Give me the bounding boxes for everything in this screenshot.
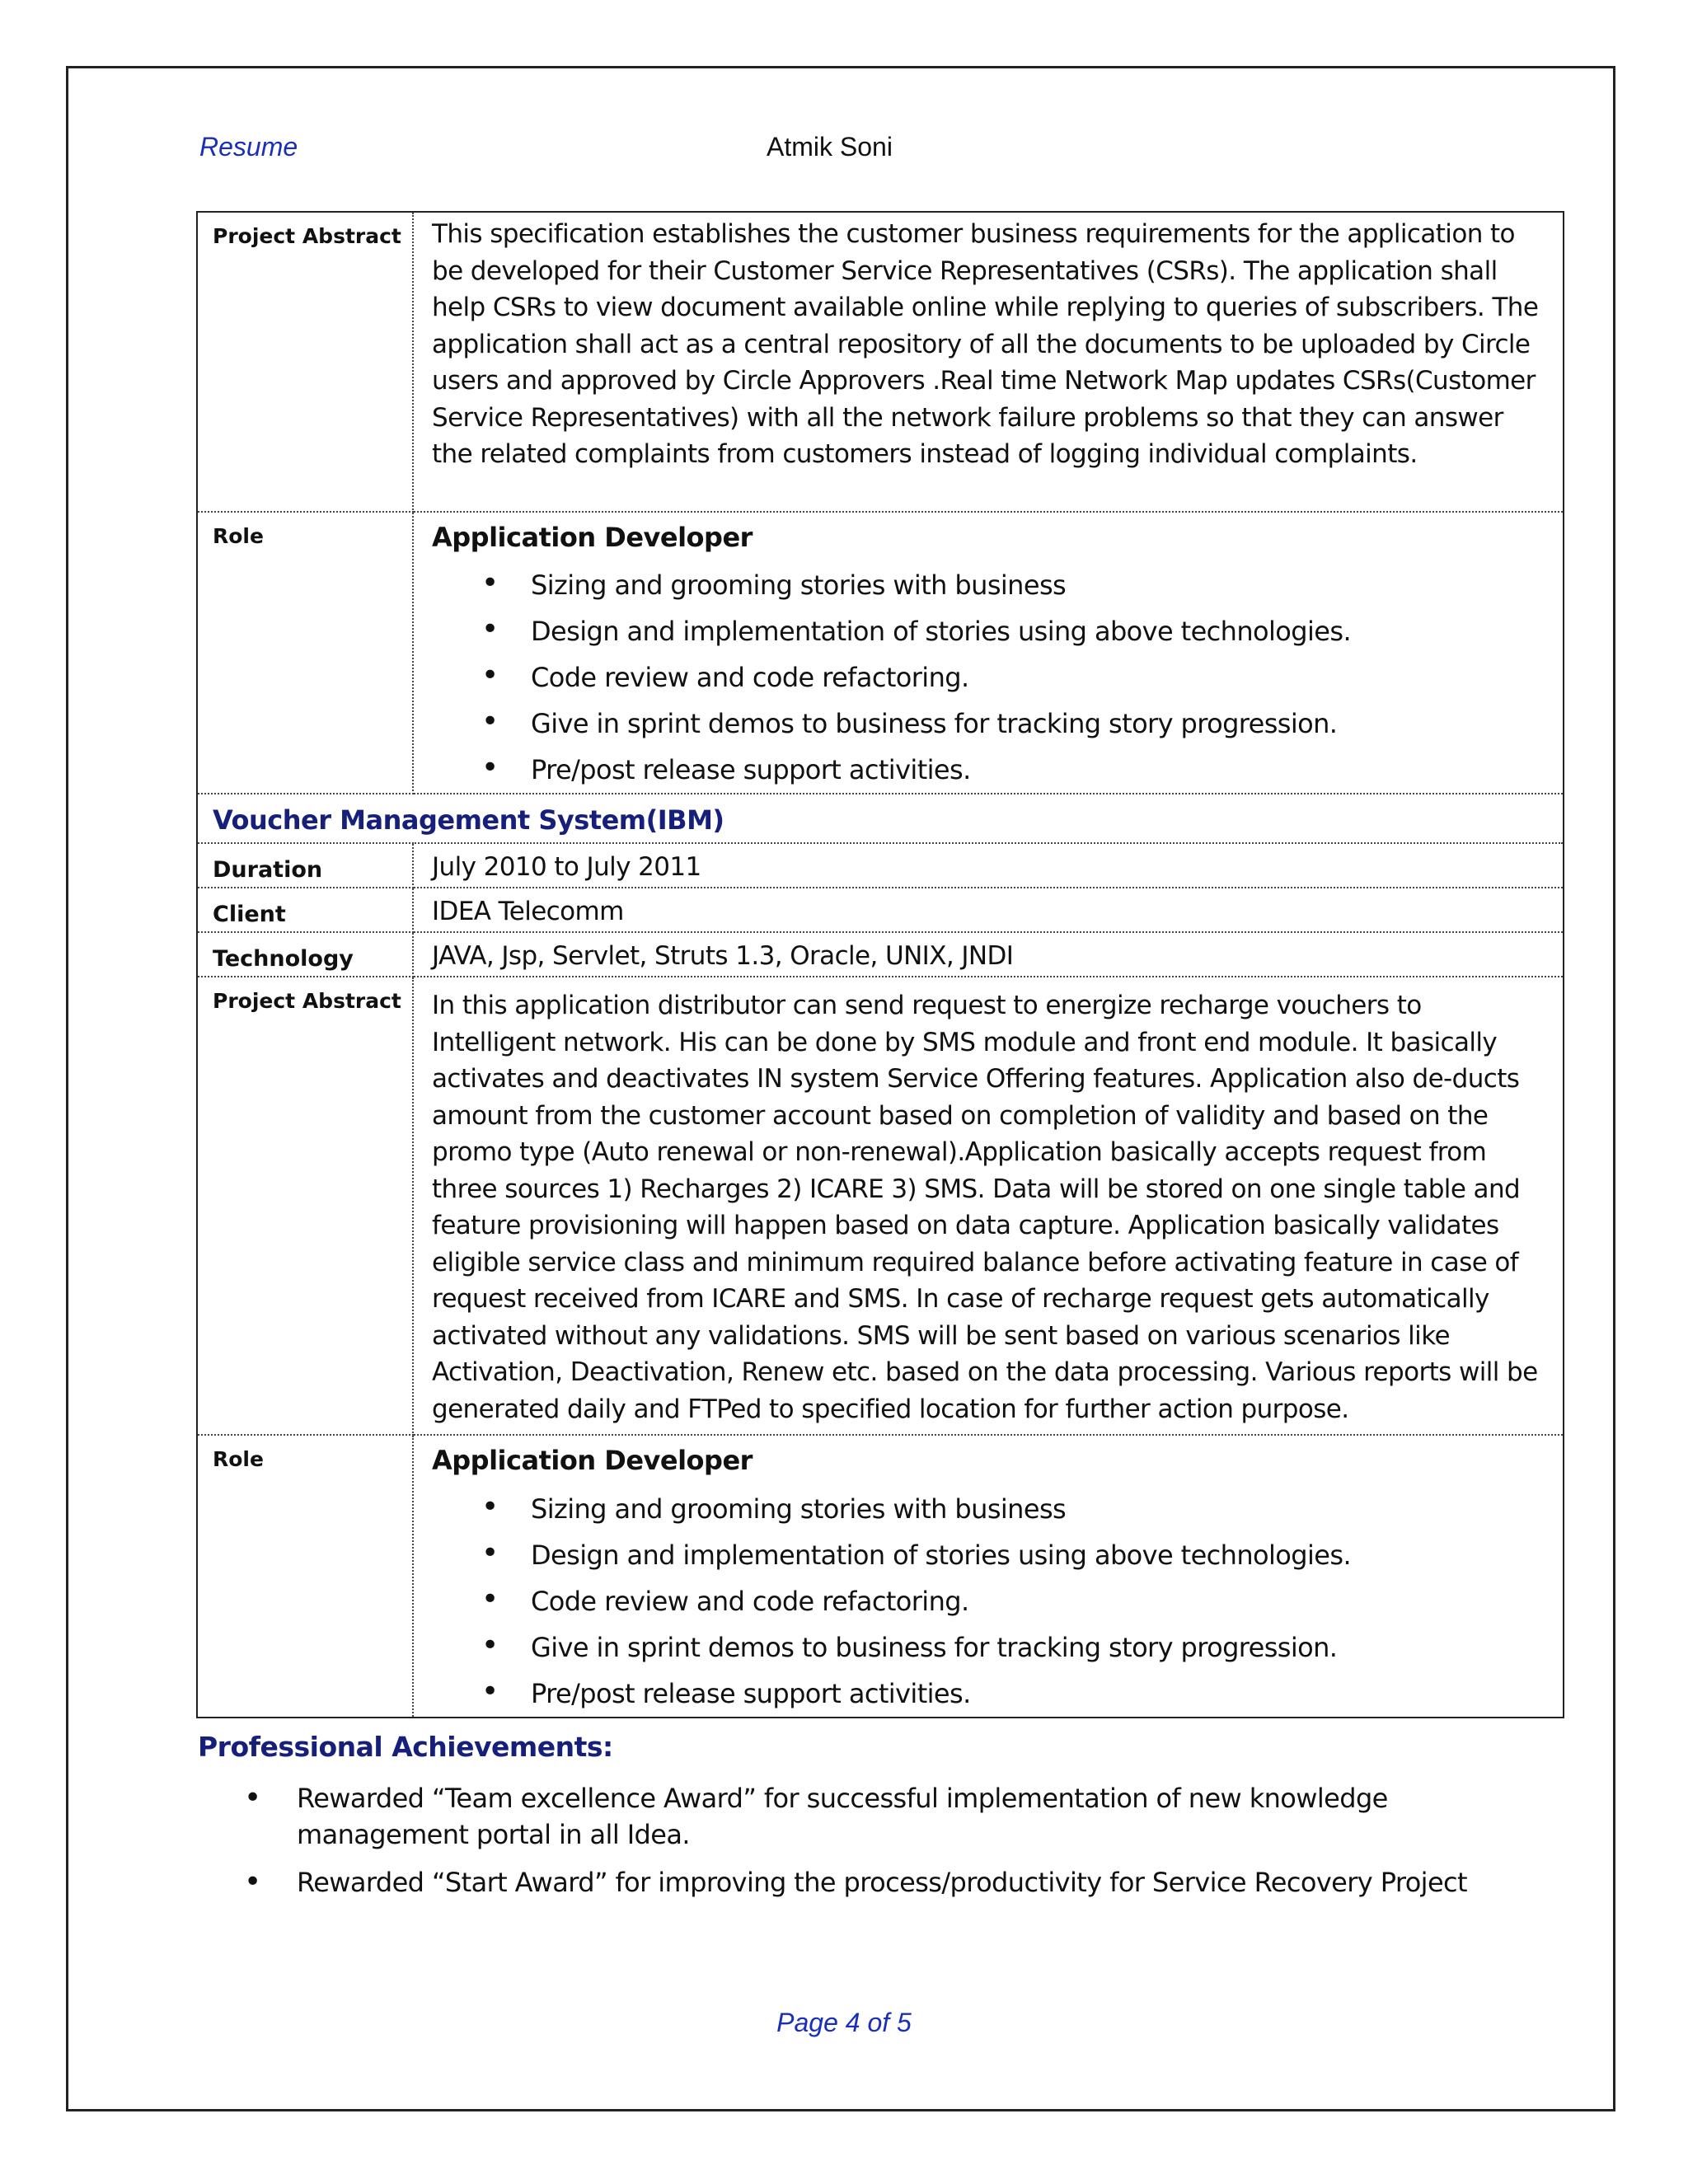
header-candidate-name: Atmik Soni [767, 132, 893, 162]
project2-title-row [197, 794, 1564, 843]
list-item: • Sizing and grooming stories with business [481, 1489, 1067, 1525]
project2-role-cell [413, 1435, 1564, 1718]
achievements-heading: Professional Achievements: [198, 1731, 613, 1763]
project2-title: Voucher Management System(IBM) [197, 794, 1564, 843]
projects-table [196, 211, 1564, 1718]
list-item: • Pre/post release support activities. [481, 1674, 971, 1709]
project1-abstract-label: Project Abstract [197, 212, 413, 512]
project2-client-label: Client [197, 888, 413, 932]
list-item: • Sizing and grooming stories with business [481, 566, 1067, 601]
list-item: • Rewarded “Start Award” for improving the process/productivity for Service Recovery Project [244, 1865, 1468, 1899]
project1-role-list [432, 562, 1548, 793]
list-item: • Design and implementation of stories using above technologies. [481, 1535, 1352, 1571]
list-item: • Code review and code refactoring. [481, 658, 969, 693]
page-number: Page 4 of 5 [776, 2008, 912, 2037]
project1-abstract-text: This specification establishes the customer business requirements for the application to be developed for their Customer Service Representatives (CSRs). The application shall help CSRs to view document available online while replying to queries of subscribers. The application shall act as a central repository of all the documents to be uploaded by Circle users and approved by Circle Approvers .Real time Network Map updates CSRs(Customer Service Representatives) with all the network failure problems so that they can answer the related complaints from customers instead of logging individual complaints. [413, 212, 1564, 512]
project2-client-row [197, 888, 1564, 932]
project2-abstract-label: Project Abstract [197, 977, 413, 1435]
project2-role-label: Role [197, 1435, 413, 1718]
project2-duration-row [197, 843, 1564, 888]
project2-technology-label: Technology [197, 932, 413, 977]
project2-abstract-text: In this application distributor can send request to energize recharge vouchers to Intelligent network. His can be done by SMS module and front end module. It basically activates and deactivates IN system Service Offering features. Application also de-ducts amount from the customer account based on completion of validity and based on the promo type (Auto renewal or non-renewal).Application basically accepts request from three sources 1) Recharges 2) ICARE 3) SMS. Data will be stored on one single table and feature provisioning will happen based on data capture. Application basically validates eligible service class and minimum required balance before activating feature in case of request received from ICARE and SMS. In case of recharge request gets automatically activated without any validations. SMS will be sent based on various scenarios like Activation, Deactivation, Renew etc. based on the data processing. Various reports will be generated daily and FTPed to specified location for further action purpose. [413, 977, 1564, 1435]
achievements-list [198, 1780, 1550, 1912]
project1-role-row [197, 512, 1564, 794]
project2-technology-value: JAVA, Jsp, Servlet, Struts 1.3, Oracle, UNIX, JNDI [413, 932, 1564, 977]
project2-abstract-row [197, 977, 1564, 1435]
project2-duration-value: July 2010 to July 2011 [413, 843, 1564, 888]
project2-role-row [197, 1435, 1564, 1718]
project2-client-value: IDEA Telecomm [413, 888, 1564, 932]
list-item: • Pre/post release support activities. [481, 751, 971, 785]
project1-role-title: Application Developer [432, 521, 753, 553]
project2-duration-label: Duration [197, 843, 413, 888]
list-item: • Design and implementation of stories using above technologies. [481, 612, 1352, 647]
project2-role-list [432, 1486, 1548, 1717]
project2-role-title: Application Developer [432, 1445, 753, 1476]
project1-role-label: Role [197, 512, 413, 794]
list-item: • Code review and code refactoring. [481, 1582, 969, 1617]
project1-abstract-row [197, 212, 1564, 512]
header-resume-label: Resume [199, 132, 298, 162]
project2-technology-row [197, 932, 1564, 977]
list-item: • Give in sprint demos to business for tracking story progression. [481, 705, 1338, 739]
project1-role-cell [413, 512, 1564, 794]
list-item: • Give in sprint demos to business for tracking story progression. [481, 1628, 1338, 1663]
list-item: • Rewarded “Team excellence Award” for successful implementation of new knowledge management portal in all Idea. [244, 1781, 1388, 1850]
